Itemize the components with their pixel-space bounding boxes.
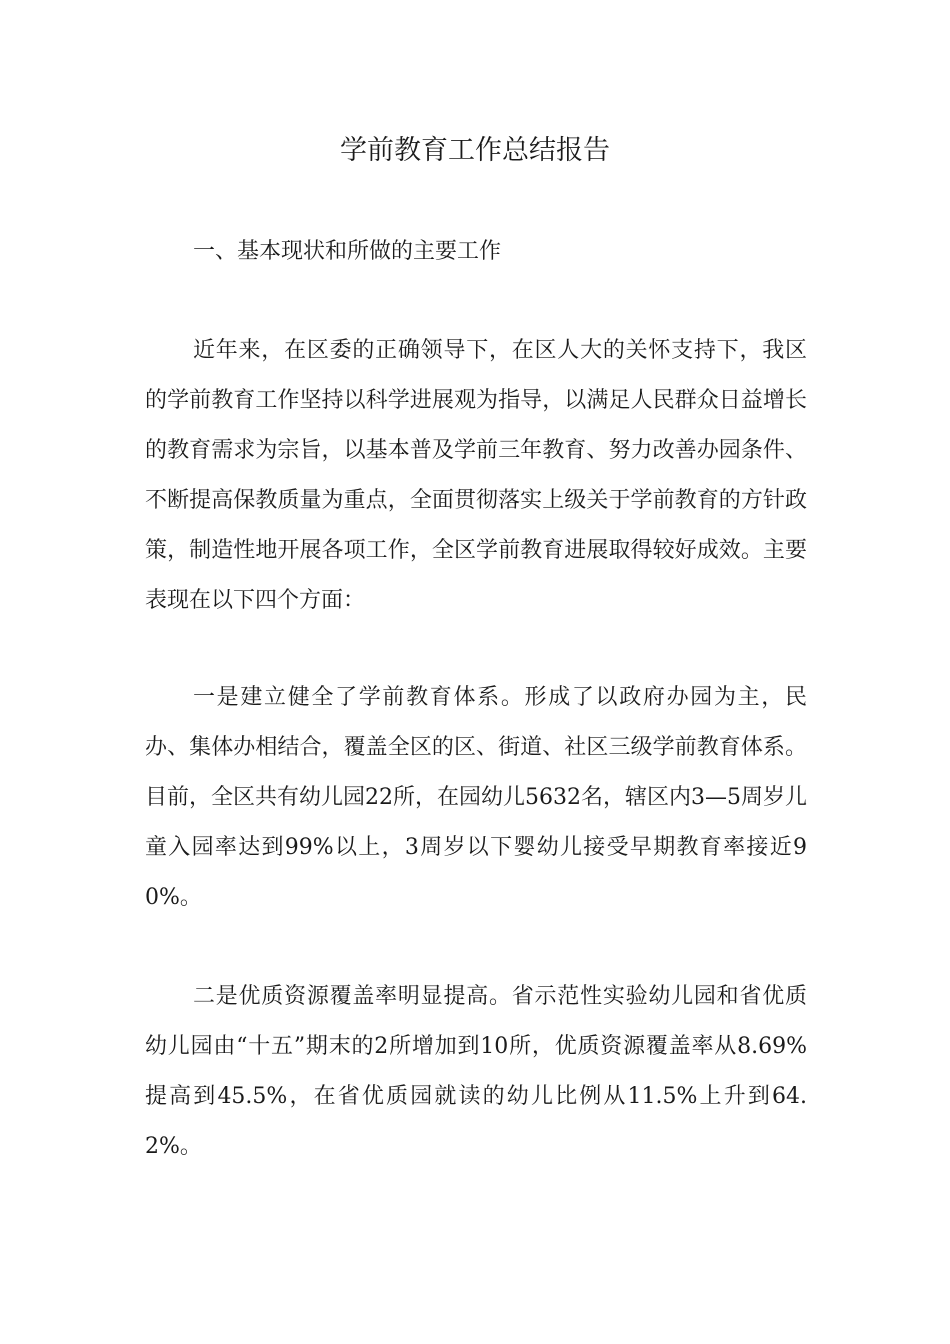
document-title: 学前教育工作总结报告: [340, 135, 610, 166]
paragraph-education-system: 一是建立健全了学前教育体系。形成了以政府办园为主，民办、集体办相结合，覆盖全区的区、街道、社区三级学前教育体系。目前，全区共有幼儿园22所，在园幼儿5632名，辖区内3—5周岁儿童入园率达到99%以上，3周岁以下婴幼儿接受早期教育率接近90%。: [145, 685, 807, 910]
paragraph-quality-resources: 二是优质资源覆盖率明显提高。省示范性实验幼儿园和省优质幼儿园由“十五”期末的2所增加到10所，优质资源覆盖率从8.69%提高到45.5%，在省优质园就读的幼儿比例从11.5%上升到64.2%。: [145, 984, 807, 1159]
section-heading: 一、基本现状和所做的主要工作: [193, 239, 502, 264]
paragraph-overview: 近年来，在区委的正确领导下，在区人大的关怀支持下，我区的学前教育工作坚持以科学进展观为指导，以满足人民群众日益增长的教育需求为宗旨，以基本普及学前三年教育、努力改善办园条件、不断提高保教质量为重点，全面贯彻落实上级关于学前教育的方针政策，制造性地开展各项工作，全区学前教育进展取得较好成效。主要表现在以下四个方面：: [145, 338, 807, 613]
